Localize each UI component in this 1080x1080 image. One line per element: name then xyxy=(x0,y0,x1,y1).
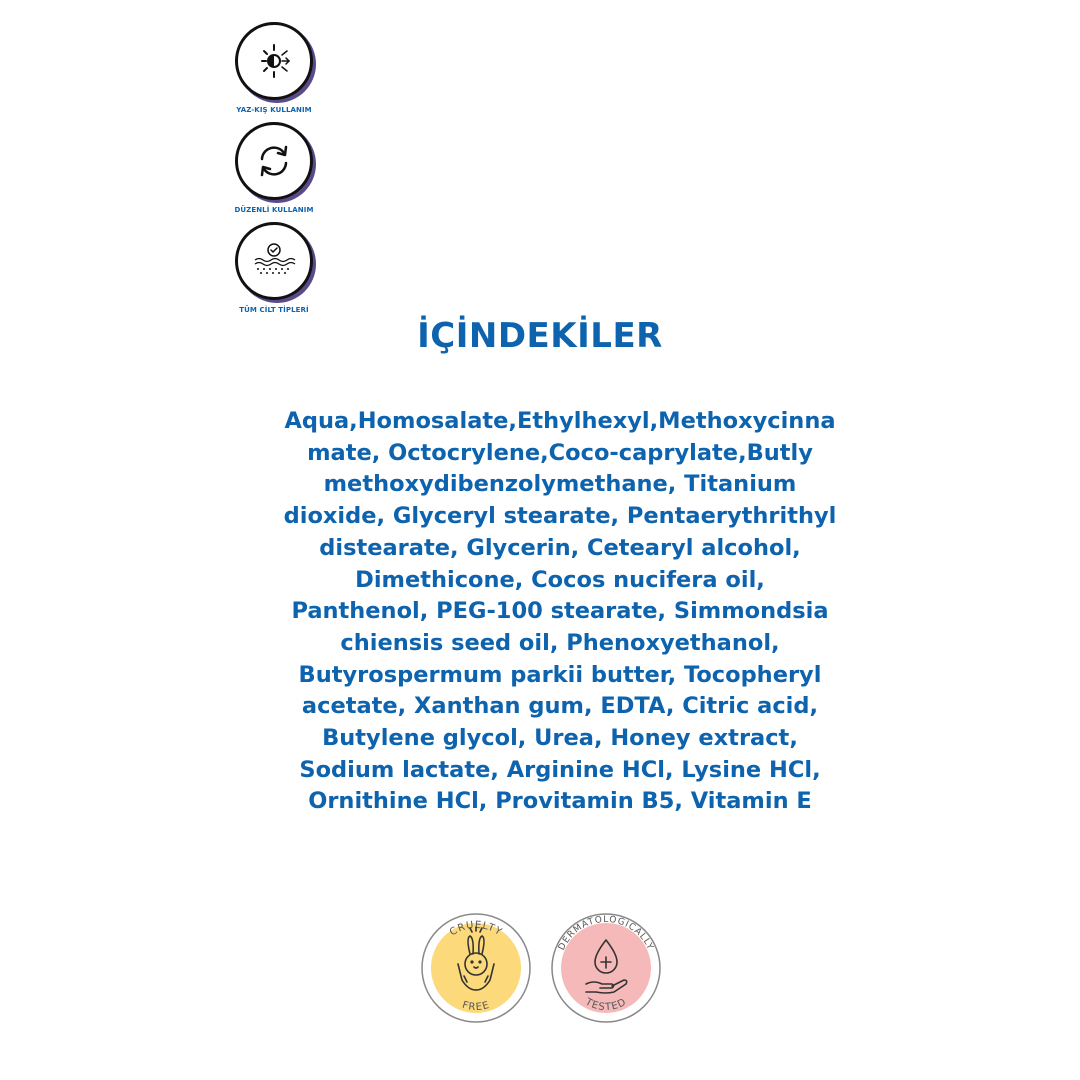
feature-label: DÜZENLİ KULLANIM xyxy=(234,206,314,214)
ingredients-line: mate, Octocrylene,Coco-caprylate,Butly xyxy=(307,439,813,466)
feature-regular-use xyxy=(232,122,316,214)
ingredients-line: Butylene glycol, Urea, Honey extract, xyxy=(322,725,798,752)
ingredients-line: Dimethicone, Cocos nucifera oil, xyxy=(355,566,765,593)
badge-top-text: DERMATOLOGICALLY xyxy=(556,914,656,953)
cruelty-free-badge xyxy=(418,910,534,1026)
sun-snowflake-icon xyxy=(235,22,313,100)
ingredients-line: dioxide, Glyceryl stearate, Pentaerythrithyl xyxy=(283,503,837,530)
ingredients-line: chiensis seed oil, Phenoxyethanol, xyxy=(340,629,780,656)
feature-all-skin-types xyxy=(232,222,316,314)
ingredients-list xyxy=(270,406,850,818)
ingredients-line: Butyrospermum parkii butter, Tocopheryl xyxy=(298,661,822,688)
page-title: İÇİNDEKİLER xyxy=(417,316,663,356)
feature-label: TÜM CİLT TİPLERİ xyxy=(239,306,309,314)
badge-top-text: CRUELTY xyxy=(447,919,505,939)
feature-summer-winter xyxy=(232,22,316,114)
badge-bottom-text: TESTED xyxy=(583,996,629,1014)
badge-bottom-text: FREE xyxy=(460,999,492,1014)
ingredients-line: Sodium lactate, Arginine HCl, Lysine HCl, xyxy=(299,756,821,783)
skin-layers-check-icon xyxy=(235,222,313,300)
feature-label: YAZ-KIŞ KULLANIM xyxy=(236,106,312,114)
dermatologically-tested-badge xyxy=(548,910,664,1026)
ingredients-line: distearate, Glycerin, Cetearyl alcohol, xyxy=(319,534,801,561)
ingredients-line: Panthenol, PEG-100 stearate, Simmondsia xyxy=(291,598,829,625)
ingredients-line: Aqua,Homosalate,Ethylhexyl,Methoxycinna xyxy=(284,408,836,434)
ingredients-line: Ornithine HCl, Provitamin B5, Vitamin E xyxy=(308,788,812,815)
refresh-cycle-icon xyxy=(235,122,313,200)
ingredients-line: acetate, Xanthan gum, EDTA, Citric acid, xyxy=(301,693,819,720)
ingredients-line: methoxydibenzolymethane, Titanium xyxy=(323,471,797,498)
